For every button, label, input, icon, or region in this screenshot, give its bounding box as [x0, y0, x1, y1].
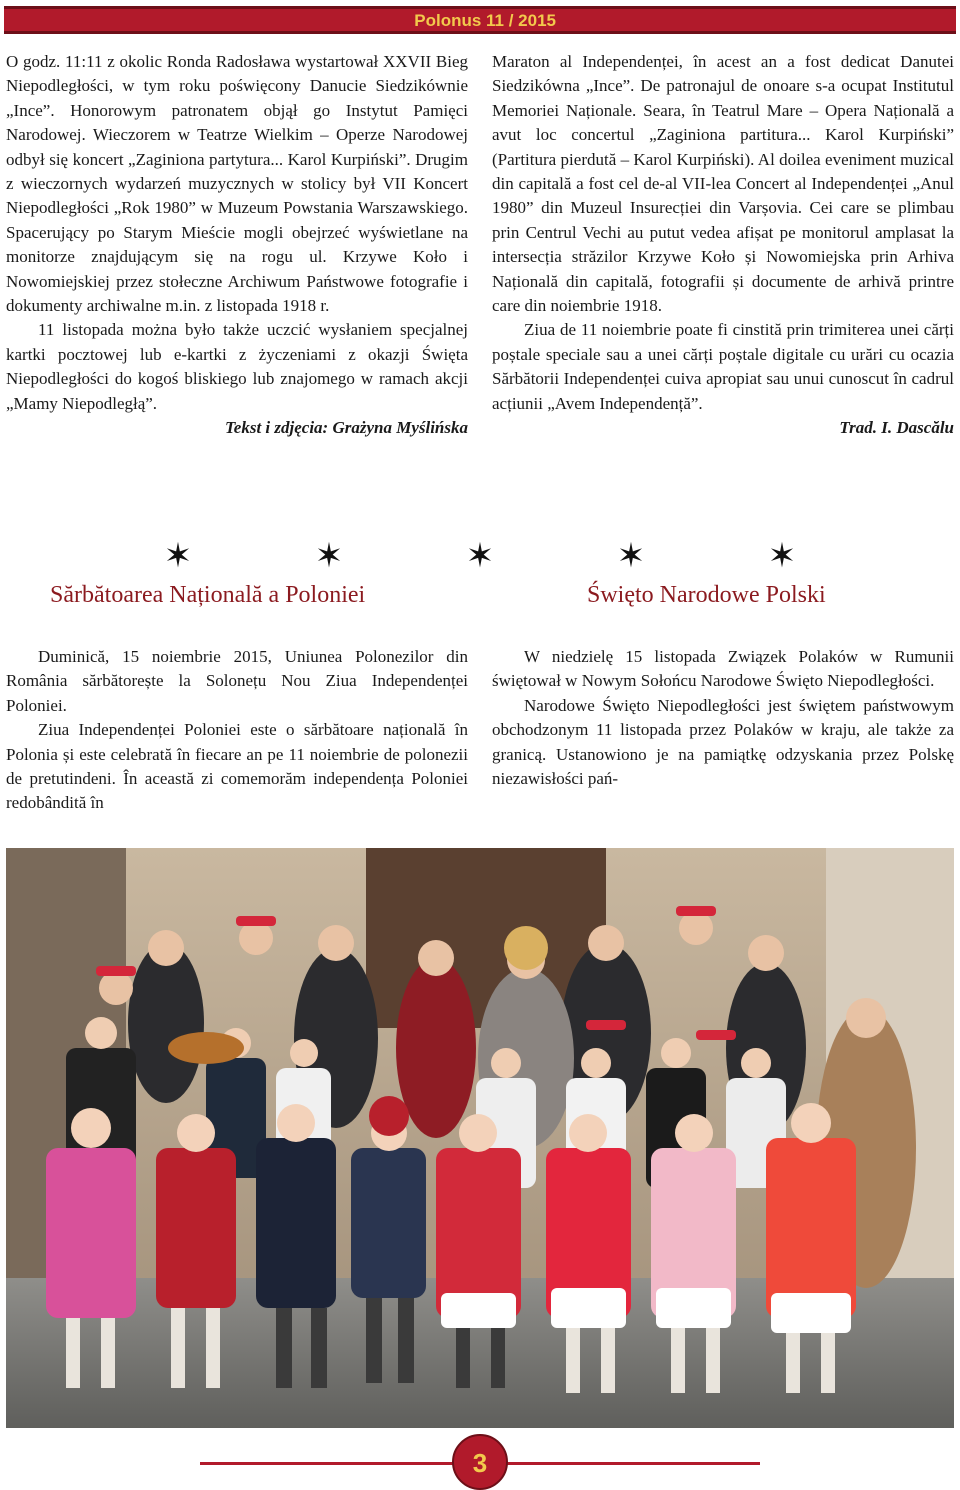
group-photo — [6, 848, 954, 1428]
star-icon: ✶ — [314, 536, 344, 576]
article-romanian-column — [492, 50, 954, 441]
section-heading-polish: Święto Narodowe Polski — [587, 582, 826, 608]
star-divider — [160, 538, 800, 574]
header-bar — [4, 6, 956, 34]
paragraph: W niedzielę 15 listopada Związek Polaków w Rumunii świętował w Nowym Sołońcu Narodowe Święto Niepodległości. — [492, 647, 954, 691]
page-number-badge — [452, 1434, 508, 1490]
paragraph: Duminică, 15 noiembrie 2015, Uniunea Polonezilor din România sărbătorește la Solonețu Nou Ziua Independenței Poloniei. — [6, 647, 468, 715]
article-polish-column — [6, 50, 468, 441]
section-heading-romanian: Sărbătoarea Națională a Poloniei — [50, 582, 366, 608]
issue-title: Polonus 11 / 2015 — [414, 11, 556, 30]
section-polish-column — [492, 645, 954, 791]
paragraph: Narodowe Święto Niepodległości jest świętem państwowym obchodzonym 11 listopada przez Polaków w kraju, ale także za granicą. Ustanowiono je na pamiątkę odzyskania przez Polskę niezawisłości pań- — [492, 695, 954, 789]
paragraph: Maraton al Independenței, în acest an a fost dedicat Danutei Siedzikówna „Ince”. De patronajul de onoare s-a ocupat Institutul Memoriei Naționale. Seara, în Teatrul Mare – Opera Națională a avut loc concertul „Zaginiona partitura... Karol Kurpiński” (Partitura pierdută – Karol Kurpiński). Al doilea eveniment muzical din capitală a fost cel de-al VII-lea Concert al Independenței „Anul 1980” din Muzeul Insurecției din Varșovia. Cei care se plimbau prin Centrul Vechi au putut vedea afișat pe monitorul amplasat la intersecția străzilor Krzywe Koło și Nowomiejska prin Arhiva Națională din capitală, fotografii și documente de arhivă printre care din noiembrie 1918. — [492, 52, 954, 316]
group-photo-illustration — [6, 848, 954, 1428]
author-credit: Tekst i zdjęcia: Grażyna Myślińska — [224, 418, 468, 438]
paragraph: Ziua de 11 noiembrie poate fi cinstită prin trimiterea unei cărți poștale speciale sau a unei cărți poștale digitale cu urări cu ocazia Sărbătorii Independenței cuiva apropiat sau unui cunoscut în cadrul acțiunii „Avem Independență”. — [492, 320, 954, 413]
page-number: 3 — [472, 1448, 488, 1478]
star-icon: ✶ — [465, 536, 495, 576]
paragraph: 11 listopada można było także uczcić wysłaniem specjalnej kartki pocztowej lub e-kartki z życzeniami z okazji Święta Niepodległości do kogoś bliskiego lub znajomego w ramach akcji „Mamy Niepodległą”. — [6, 320, 468, 413]
paragraph: Ziua Independenței Poloniei este o sărbătoare națională în Polonia și este celebrată în fiecare an pe 11 noiembrie de polonezii de pretutindeni. În această zi comemorăm independența Poloniei redobândită în — [6, 720, 468, 813]
section-romanian-column — [6, 645, 468, 816]
star-icon: ✶ — [163, 536, 193, 576]
star-icon: ✶ — [767, 536, 797, 576]
paragraph: O godz. 11:11 z okolic Ronda Radosława wystartował XXVII Bieg Niepodległości, w tym roku poświęcony Danucie Siedzikównie „Ince”. Honorowym patronatem objął go Instytut Pamięci Narodowej. Wieczorem w Teatrze Wielkim – Operze Narodowej odbył się koncert „Zaginiona partytura... Karol Kurpiński”. Drugim z wieczornych wydarzeń muzycznych w stolicy był VII Koncert Niepodległości „Rok 1980” w Muzeum Powstania Warszawskiego. Spacerujący po Starym Mieście mogli obejrzeć wyświetlane na monitorze znajdującym się na rogu ul. Krzywe Koło i Nowomiejskiej przez stołeczne Archiwum Państwowe fotografie i dokumenty archiwalne m.in. z listopada 1918 r. — [6, 52, 468, 316]
translator-credit: Trad. I. Dascălu — [839, 418, 954, 438]
star-icon: ✶ — [616, 536, 646, 576]
